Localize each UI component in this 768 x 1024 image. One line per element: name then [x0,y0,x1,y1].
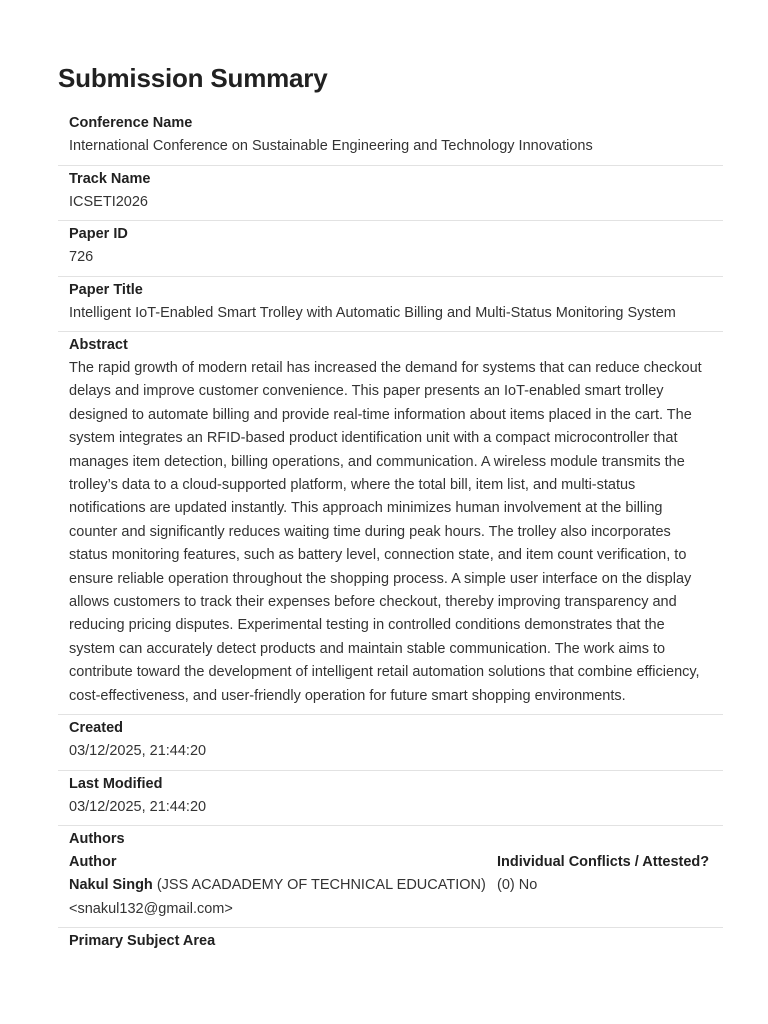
field-label: Abstract [69,337,128,353]
field-abstract [58,332,723,715]
authors-author-column [69,851,489,921]
abstract-text: The rapid growth of modern retail has increased the demand for systems that can reduce checkout delays and improve customer convenience. This paper presents an IoT-enabled smart trolley designed to automate billing and provide real-time information about items placed in the cart. The system integrates an RFID-based product identification unit with a compact microcontroller that manages item detection, billing operations, and communication. A wireless module transmits the trolley’s data to a cloud-supported platform, where the total bill, item list, and multi-status notifications are updated instantly. This approach minimizes human involvement at the billing counter and significantly reduces waiting time during peak hours. The trolley also incorporates status monitoring features, such as battery level, connection state, and item count verification, to ensure reliable operation throughout the shopping process. A simple user interface on the display allows customers to track their expenses before checkout, thereby improving transparency and reducing pricing disputes. Experimental testing in controlled conditions demonstrates that the system can accurately detect products and maintain stable communication. The work aims to contribute toward the development of intelligent retail automation solutions that combine efficiency, cost-effectiveness, and user-friendly operation for future smart shopping environments. [69,360,702,704]
column-header-author: Author [69,854,117,871]
field-last-modified [58,771,723,827]
authors-table [69,851,712,921]
field-value: 03/12/2025, 21:44:20 [69,743,207,760]
author-name: Nakul Singh [69,877,153,894]
field-label: Last Modified [69,775,163,792]
field-track-name [58,166,723,222]
page-title: Submission Summary [58,63,328,93]
field-created [58,715,723,771]
field-authors [58,826,723,928]
field-label: Primary Subject Area [69,933,216,950]
author-conflicts-value: (0) No [497,877,538,894]
author-entry [69,874,489,898]
field-value: International Conference on Sustainable Engineering and Technology Innovations [69,138,593,154]
field-paper-title [58,277,723,333]
submission-field-list [58,110,723,959]
field-value: ICSETI2026 [69,193,148,210]
field-label: Conference Name [69,115,193,131]
author-affiliation: (JSS ACADADEMY OF TECHNICAL EDUCATION) [152,877,486,894]
field-label: Created [69,720,123,737]
authors-conflicts-column [497,851,712,921]
column-header-conflicts: Individual Conflicts / Attested? [497,854,710,871]
field-value: 03/12/2025, 21:44:20 [69,798,207,815]
field-primary-subject-area [58,928,723,959]
field-label: Authors [69,831,125,848]
field-paper-id [58,221,723,277]
field-value: 726 [69,249,94,265]
field-value: Intelligent IoT-Enabled Smart Trolley with Automatic Billing and Multi-Status Monitoring System [69,304,676,321]
author-email: <snakul132@gmail.com> [69,900,233,917]
field-label: Paper Title [69,281,143,298]
field-label: Paper ID [69,226,128,242]
field-label: Track Name [69,170,151,187]
field-conference-name [58,110,723,166]
